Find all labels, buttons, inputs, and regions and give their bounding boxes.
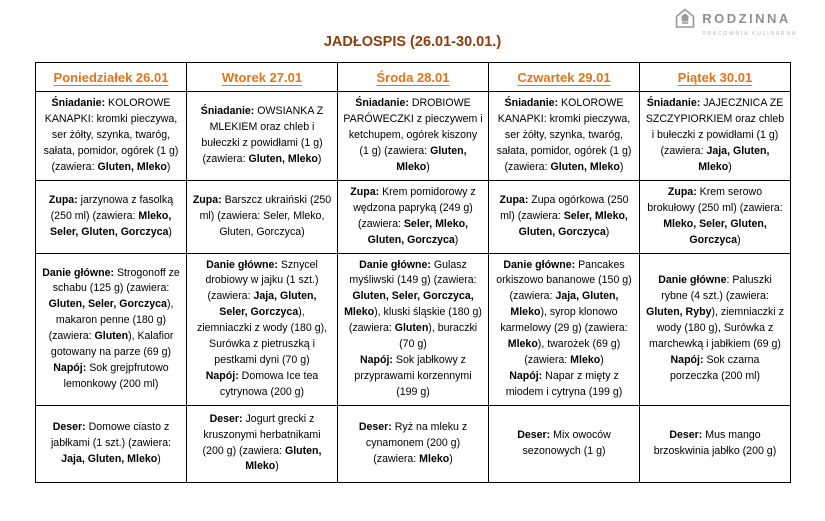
day-header-3: Czwartek 29.01	[489, 63, 640, 92]
menu-cell-main-day3: Danie główne: Pancakes orkiszowo bananowe (150 g) (zawiera: Jaja, Gluten, Mleko), syrop klonowo karmelowy (29 g) (zawiera: Mleko), twarożek (69 g) (zawiera: Mleko) Napój: Napar z mięty z miodem i cytryna (199 g)	[489, 253, 640, 405]
menu-cell-breakfast-day1: Śniadanie: OWSIANKA Z MLEKIEM oraz chleb i bułeczki z powidłami (1 g) (zawiera: Gluten, Mleko)	[187, 92, 338, 181]
menu-cell-soup-day1: Zupa: Barszcz ukraiński (250 ml) (zawiera: Seler, Mleko, Gluten, Gorczyca)	[187, 181, 338, 254]
menu-cell-dessert-day0: Deser: Domowe ciasto z jabłkami (1 szt.) (zawiera: Jaja, Gluten, Mleko)	[36, 405, 187, 482]
brand-logo	[673, 6, 797, 37]
menu-row-breakfast	[36, 92, 791, 181]
menu-cell-soup-day0: Zupa: jarzynowa z fasolką (250 ml) (zawiera: Mleko, Seler, Gluten, Gorczyca)	[36, 181, 187, 254]
menu-cell-soup-day4: Zupa: Krem serowo brokułowy (250 ml) (zawiera: Mleko, Seler, Gluten, Gorczyca)	[640, 181, 791, 254]
menu-cell-breakfast-day0: Śniadanie: KOLOROWE KANAPKI: kromki pieczywa, ser żółty, szynka, twaróg, sałata, pomidor, ogórek (1 g) (zawiera: Gluten, Mleko)	[36, 92, 187, 181]
brand-name: RODZINNA	[702, 10, 791, 26]
menu-cell-main-day4: Danie główne: Paluszki rybne (4 szt.) (zawiera: Gluten, Ryby), ziemniaczki z wody (180 g), Surówka z marchewką i jabłkiem (69 g) Napój: Sok czarna porzeczka (200 ml)	[640, 253, 791, 405]
chef-hat-house-icon	[673, 6, 697, 30]
menu-cell-soup-day3: Zupa: Zupa ogórkowa (250 ml) (zawiera: Seler, Mleko, Gluten, Gorczyca)	[489, 181, 640, 254]
menu-row-soup	[36, 181, 791, 254]
menu-cell-breakfast-day3: Śniadanie: KOLOROWE KANAPKI: kromki pieczywa, ser żółty, szynka, twaróg, sałata, pomidor, ogórek (1 g) (zawiera: Gluten, Mleko)	[489, 92, 640, 181]
menu-cell-soup-day2: Zupa: Krem pomidorowy z wędzona papryką (249 g) (zawiera: Seler, Mleko, Gluten, Gorczyca)	[338, 181, 489, 254]
menu-cell-breakfast-day4: Śniadanie: JAJECZNICA ZE SZCZYPIORKIEM oraz chleb i bułeczki z powidłami (1 g) (zawiera: Jaja, Gluten, Mleko)	[640, 92, 791, 181]
page-title: JADŁOSPIS (26.01-30.01.)	[323, 34, 502, 50]
menu-cell-dessert-day3: Deser: Mix owoców sezonowych (1 g)	[489, 405, 640, 482]
menu-cell-dessert-day4: Deser: Mus mango brzoskwinia jabłko (200 g)	[640, 405, 791, 482]
day-header-4: Piątek 30.01	[640, 63, 791, 92]
menu-cell-main-day2: Danie główne: Gulasz myśliwski (149 g) (zawiera: Gluten, Seler, Gorczyca, Mleko), kluski śląskie (180 g) (zawiera: Gluten), buraczki (70 g) Napój: Sok jabłkowy z przyprawami korzennymi (199 g)	[338, 253, 489, 405]
menu-row-main	[36, 253, 791, 405]
menu-cell-main-day1: Danie główne: Sznycel drobiowy w jajku (1 szt.) (zawiera: Jaja, Gluten, Seler, Gorczyca), ziemniaczki z wody (180 g), Surówka z pietruszką i pestkami dyni (70 g) Napój: Domowa Ice tea cytrynowa (200 g)	[187, 253, 338, 405]
menu-table	[35, 62, 791, 483]
menu-cell-dessert-day1: Deser: Jogurt grecki z kruszonymi herbatnikami (200 g) (zawiera: Gluten, Mleko)	[187, 405, 338, 482]
menu-row-dessert	[36, 405, 791, 482]
menu-cell-dessert-day2: Deser: Ryż na mleku z cynamonem (200 g) (zawiera: Mleko)	[338, 405, 489, 482]
day-header-row	[36, 63, 791, 92]
day-header-0: Poniedziałek 26.01	[36, 63, 187, 92]
brand-tagline: PRACOWNIA KULINARNA	[702, 31, 797, 37]
day-header-1: Wtorek 27.01	[187, 63, 338, 92]
day-header-2: Środa 28.01	[338, 63, 489, 92]
menu-cell-main-day0: Danie główne: Strogonoff ze schabu (125 g) (zawiera: Gluten, Seler, Gorczyca), makaron penne (180 g) (zawiera: Gluten), Kalafior gotowany na parze (69 g) Napój: Sok grejpfrutowo lemonkowy (200 ml)	[36, 253, 187, 405]
menu-cell-breakfast-day2: Śniadanie: DROBIOWE PARÓWECZKI z pieczywem i ketchupem, ogórek kiszony (1 g) (zawiera: Gluten, Mleko)	[338, 92, 489, 181]
